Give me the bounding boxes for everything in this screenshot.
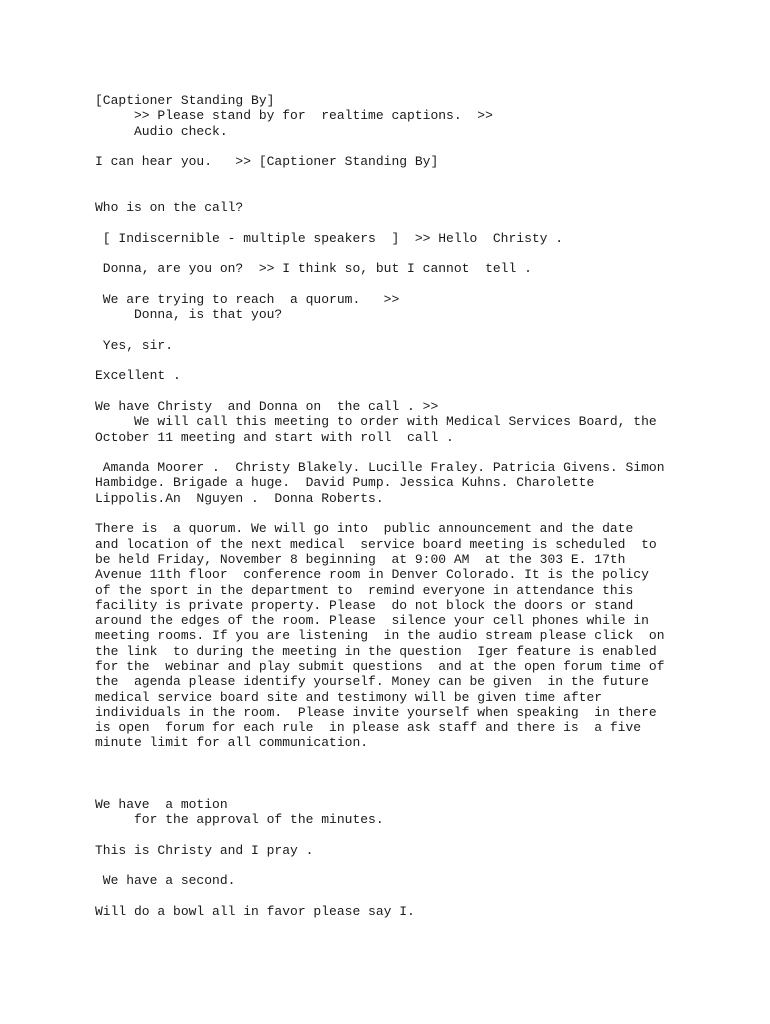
transcript-line: [Captioner Standing By] [95,93,275,108]
transcript-line: Audio check. [95,123,228,139]
transcript-line: Donna, is that you? [95,307,283,323]
transcript-line: facility is private property. Please do not block the doors or stand [95,597,634,613]
transcript-line: Who is on the call? [95,200,244,216]
transcript-line: meeting rooms. If you are listening in the audio stream please click on [95,628,665,644]
transcript-line: Hambidge. Brigade a huge. David Pump. Jessica Kuhns. Charolette [95,475,595,491]
transcript-line: around the edges of the room. Please silence your cell phones while in [95,613,649,629]
transcript-line [95,445,755,460]
transcript-line: Lippolis.An Nguyen . Donna Roberts. [95,490,384,506]
transcript-line [95,246,755,261]
transcript-line [95,185,755,200]
transcript-line: minute limit for all communication. [95,735,369,751]
transcript-line [95,858,755,873]
transcript-line [95,169,755,184]
transcript-line: is open forum for each rule in please ask staff and there is a five [95,720,642,736]
transcript-line: We have a motion [95,796,228,812]
transcript-line: Yes, sir. [95,337,174,353]
transcript-line [95,322,755,337]
transcript-line [95,751,755,766]
transcript-line: We have Christy and Donna on the call . >> [95,398,439,414]
transcript-line: medical service board site and testimony will be given time after [95,689,603,705]
transcript-line: This is Christy and I pray . [95,842,314,858]
transcript-line [95,139,755,154]
transcript-line: Avenue 11th floor conference room in Denver Colorado. It is the policy [95,567,649,583]
transcript-line: Excellent . [95,368,181,384]
transcript-page [95,93,755,919]
transcript-line [95,827,755,842]
transcript-line: [ Indiscernible - multiple speakers ] >> Hello Christy . [95,230,564,246]
transcript-line: be held Friday, November 8 beginning at 9:00 AM at the 303 E. 17th [95,551,626,567]
transcript-line [95,766,755,781]
transcript-line: Will do a bowl all in favor please say I. [95,903,415,919]
transcript-line [95,888,755,903]
transcript-line: >> Please stand by for realtime captions. >> [95,108,493,124]
transcript-line: the link to during the meeting in the question Iger feature is enabled [95,643,657,659]
transcript-line [95,277,755,292]
transcript-line: for the webinar and play submit questions and at the open forum time of [95,658,665,674]
transcript-line: We will call this meeting to order with Medical Services Board, the [95,414,657,430]
transcript-line [95,215,755,230]
transcript-line: We are trying to reach a quorum. >> [95,291,400,307]
transcript-line [95,353,755,368]
transcript-line: and location of the next medical service board meeting is scheduled to [95,536,657,552]
transcript-line: We have a second. [95,873,236,889]
transcript-line [95,506,755,521]
transcript-line: for the approval of the minutes. [95,811,384,827]
transcript-line: Donna, are you on? >> I think so, but I cannot tell . [95,261,532,277]
transcript-line: Amanda Moorer . Christy Blakely. Lucille Fraley. Patricia Givens. Simon [95,460,665,476]
transcript-line: There is a quorum. We will go into public announcement and the date [95,521,634,537]
transcript-line: October 11 meeting and start with roll call . [95,429,454,445]
transcript-line: the agenda please identify yourself. Money can be given in the future [95,674,649,690]
transcript-line: I can hear you. >> [Captioner Standing By] [95,154,439,170]
transcript-line [95,384,755,399]
transcript-line: of the sport in the department to remind everyone in attendance this [95,582,634,598]
transcript-line: individuals in the room. Please invite yourself when speaking in there [95,704,657,720]
transcript-line [95,781,755,796]
